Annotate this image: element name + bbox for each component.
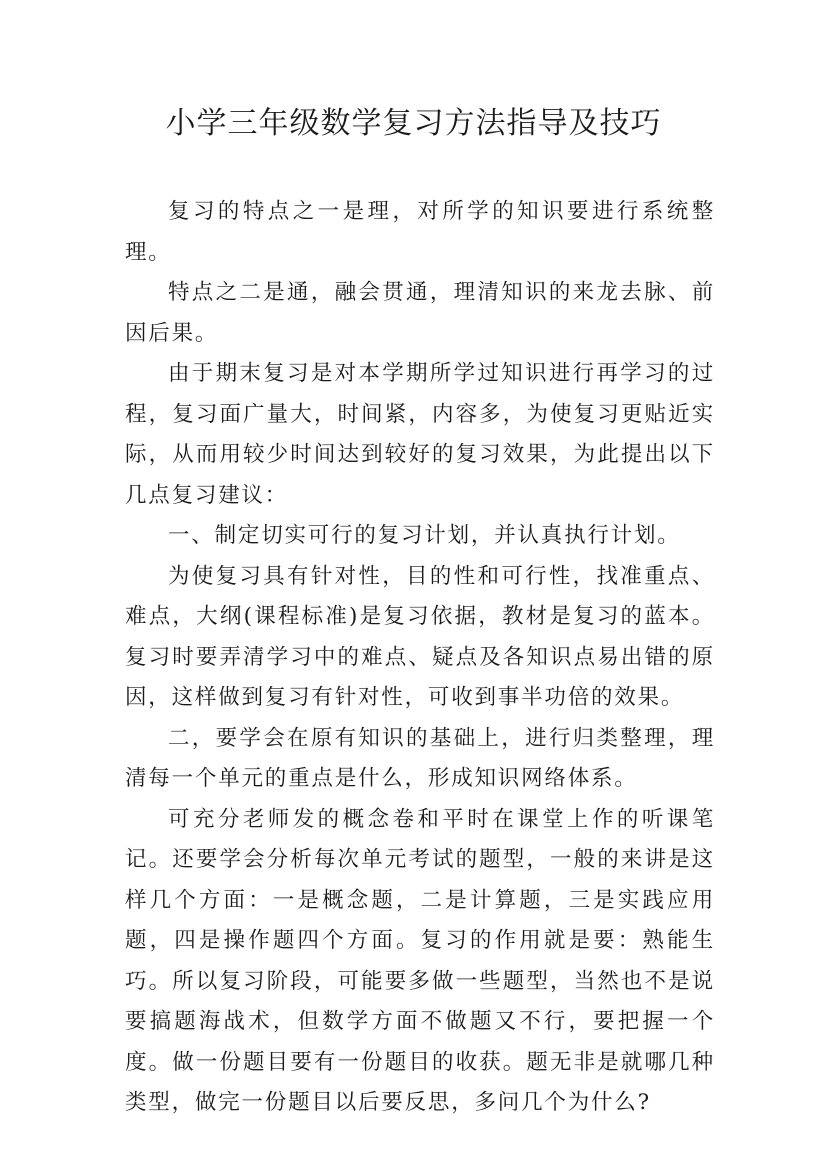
paragraph-1: 复习的特点之一是理，对所学的知识要进行系统整理。 — [125, 199, 715, 265]
document-title: 小学三年级数学复习方法指导及技巧 — [165, 106, 662, 141]
document-body — [125, 192, 715, 1124]
paragraph-5: 为使复习具有针对性，目的性和可行性，找准重点、难点，大纲(课程标准)是复习依据，教材是复习的蓝本。复习时要弄清学习中的难点、疑点及各知识点易出错的原因，这样做到复习有针对性，可收到事半功倍的效果。 — [125, 563, 715, 710]
section-heading-1: 一、制定切实可行的复习计划，并认真执行计划。 — [168, 523, 681, 548]
paragraph-7: 可充分老师发的概念卷和平时在课堂上作的听课笔记。还要学会分析每次单元考试的题型，一般的来讲是这样几个方面：一是概念题，二是计算题，三是实践应用题，四是操作题四个方面。复习的作用就是要：熟能生巧。所以复习阶段，可能要多做一些题型，当然也不是说要搞题海战术，但数学方面不做题又不行，要把握一个度。做一份题目要有一份题目的收获。题无非是就哪几种类型，做完一份题目以后要反思，多问几个为什么? — [125, 806, 715, 1115]
paragraph-2: 特点之二是通，融会贯通，理清知识的来龙去脉、前因后果。 — [125, 280, 715, 346]
paragraph-3: 由于期末复习是对本学期所学过知识进行再学习的过程，复习面广量大，时间紧，内容多，为使复习更贴近实际，从而用较少时间达到较好的复习效果，为此提出以下几点复习建议： — [125, 361, 715, 508]
section-heading-2: 二，要学会在原有知识的基础上，进行归类整理，理清每一个单元的重点是什么，形成知识网络体系。 — [125, 725, 715, 791]
